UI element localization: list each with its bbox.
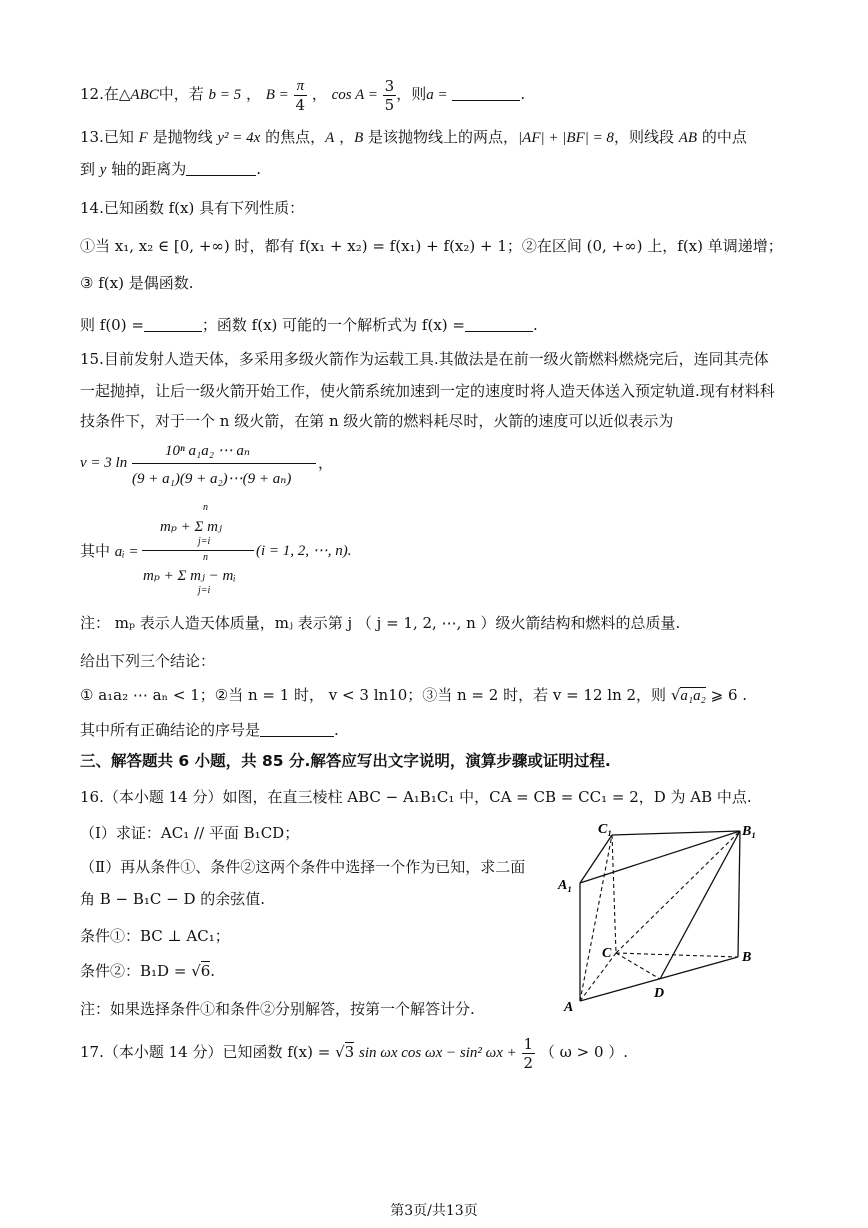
question-13-line-2: 到 y 轴的距离为 . (80, 160, 262, 178)
velocity-denominator: (9 + a₁)(9 + a₂)⋯(9 + aₙ) (132, 471, 292, 487)
ai-range: (i = 1, 2, ⋯, n). (256, 543, 352, 559)
question-16-line-1: 16.（本小题 14 分）如图，在直三棱柱 ABC − A₁B₁C₁ 中，CA = CB = CC₁ = 2，D 为 AB 中点. (80, 788, 752, 806)
question-16-condition-1: 条件①：BC ⊥ AC₁； (80, 927, 230, 945)
ai-fraction-bar (142, 550, 254, 551)
label-A: A (564, 1000, 574, 1015)
label-B: B (742, 950, 752, 965)
question-15-conclusions: ① a₁a₂ ⋯ aₙ < 1；②当 n = 1 时， v < 3 ln10；③当 n = 2 时，若 v = 12 ln 2，则 √a₁a₂ ⩾ 6 . (80, 684, 747, 707)
ai-prefix: 其中 aᵢ = (80, 542, 139, 560)
question-16-note: 注：如果选择条件①和条件②分别解答，按第一个解答计分. (80, 1000, 475, 1018)
label-B1: B₁ (742, 824, 757, 839)
question-12: 12.在△ABC中，若 b = 5 ， B = $\frac{\pi}{4}$ ， cos A = $\frac{3}{5}$ ，则a = . (80, 76, 526, 114)
question-14-line-1: 14.已知函数 f(x) 具有下列性质： (80, 199, 305, 217)
question-14-line-2: ①当 x₁, x₂ ∈ [0, +∞) 时，都有 f(x₁ + x₂) = f(x₁) + f(x₂) + 1；②在区间 (0, +∞) 上，f(x) 单调递增； (80, 237, 783, 255)
fraction-one-half: $\frac{1}{2}$ (523, 1034, 534, 1072)
question-14-line-4: 则 f(0) = ；函数 f(x) 可能的一个解析式为 f(x) = . (80, 316, 538, 334)
answer-blank-15[interactable] (260, 722, 334, 737)
question-15-line-3: 技条件下，对于一个 n 级火箭，在第 n 级火箭的燃料耗尽时，火箭的速度可以近似表示为 (80, 412, 674, 430)
label-C: C (602, 946, 612, 961)
prism-figure (550, 815, 780, 1015)
label-A1: A₁ (558, 878, 573, 893)
velocity-lhs: v = 3 ln (80, 455, 128, 471)
label-C1: C₁ (598, 822, 613, 837)
velocity-tail: ， (318, 454, 334, 472)
page-number: 第3页/共13页 (390, 1203, 478, 1219)
question-15-note: 注： mₚ 表示人造天体质量，mⱼ 表示第 j （ j = 1, 2, ⋯, n ）级火箭结构和燃料的总质量. (80, 614, 681, 632)
ai-denominator: mₚ + Σ mⱼ − mᵢ (143, 568, 236, 584)
question-16-part-2-a: （Ⅱ）再从条件①、条件②这两个条件中选择一个作为已知，求二面 (80, 858, 526, 876)
velocity-fraction-bar (132, 463, 316, 464)
section-3-heading: 三、解答题共 6 小题，共 85 分.解答应写出文字说明，演算步骤或证明过程. (80, 752, 611, 770)
question-15-ask: 其中所有正确结论的序号是 . (80, 721, 339, 739)
fraction-3-over-5: $\frac{3}{5}$ (384, 76, 395, 114)
ai-sum-bot-upper: j=i (198, 536, 211, 547)
sqrt-a1a2: √a₁a₂ (670, 686, 706, 704)
sqrt-3: √3 (335, 1043, 355, 1061)
answer-blank-14b[interactable] (465, 317, 533, 332)
question-14-line-3: ③ f(x) 是偶函数. (80, 274, 194, 292)
answer-blank-13[interactable] (186, 161, 256, 176)
question-15-line-1: 15.目前发射人造天体，多采用多级火箭作为运载工具.其做法是在前一级火箭燃料燃烧完后，连同其壳体 (80, 350, 769, 368)
ai-sum-bot-lower: j=i (198, 585, 211, 596)
question-16-part-1: （Ⅰ）求证：AC₁ // 平面 B₁CD； (80, 824, 300, 842)
question-17: 17.（本小题 14 分）已知函数 f(x) = √3 sin ωx cos ωx − sin² ωx + $\frac{1}{2}$ （ ω > 0 ）. (80, 1034, 629, 1072)
label-D: D (654, 986, 665, 1001)
question-16-condition-2: 条件②：B₁D = √6. (80, 962, 216, 980)
sqrt-6: √6 (191, 962, 211, 980)
fraction-pi-over-4: $\frac{\pi}{4}$ (295, 77, 306, 114)
answer-blank-14a[interactable] (144, 317, 202, 332)
ai-sum-top-upper: n (203, 502, 208, 513)
velocity-numerator: 10ⁿ a₁a₂ ⋯ aₙ (165, 443, 250, 459)
question-13-line-1: 13.已知 F 是抛物线 y² = 4x 的焦点，A ，B 是该抛物线上的两点，|AF| + |BF| = 8，则线段 AB 的中点 (80, 128, 747, 146)
answer-blank-12[interactable] (452, 86, 520, 101)
question-15-give: 给出下列三个结论： (80, 652, 216, 670)
ai-sum-top-lower: n (203, 552, 208, 563)
ai-numerator: mₚ + Σ mⱼ (160, 519, 222, 535)
question-15-line-2: 一起抛掉，让后一级火箭开始工作，使火箭系统加速到一定的速度时将人造天体送入预定轨道.现有材料科 (80, 382, 775, 400)
question-16-part-2-b: 角 B − B₁C − D 的余弦值. (80, 890, 266, 908)
